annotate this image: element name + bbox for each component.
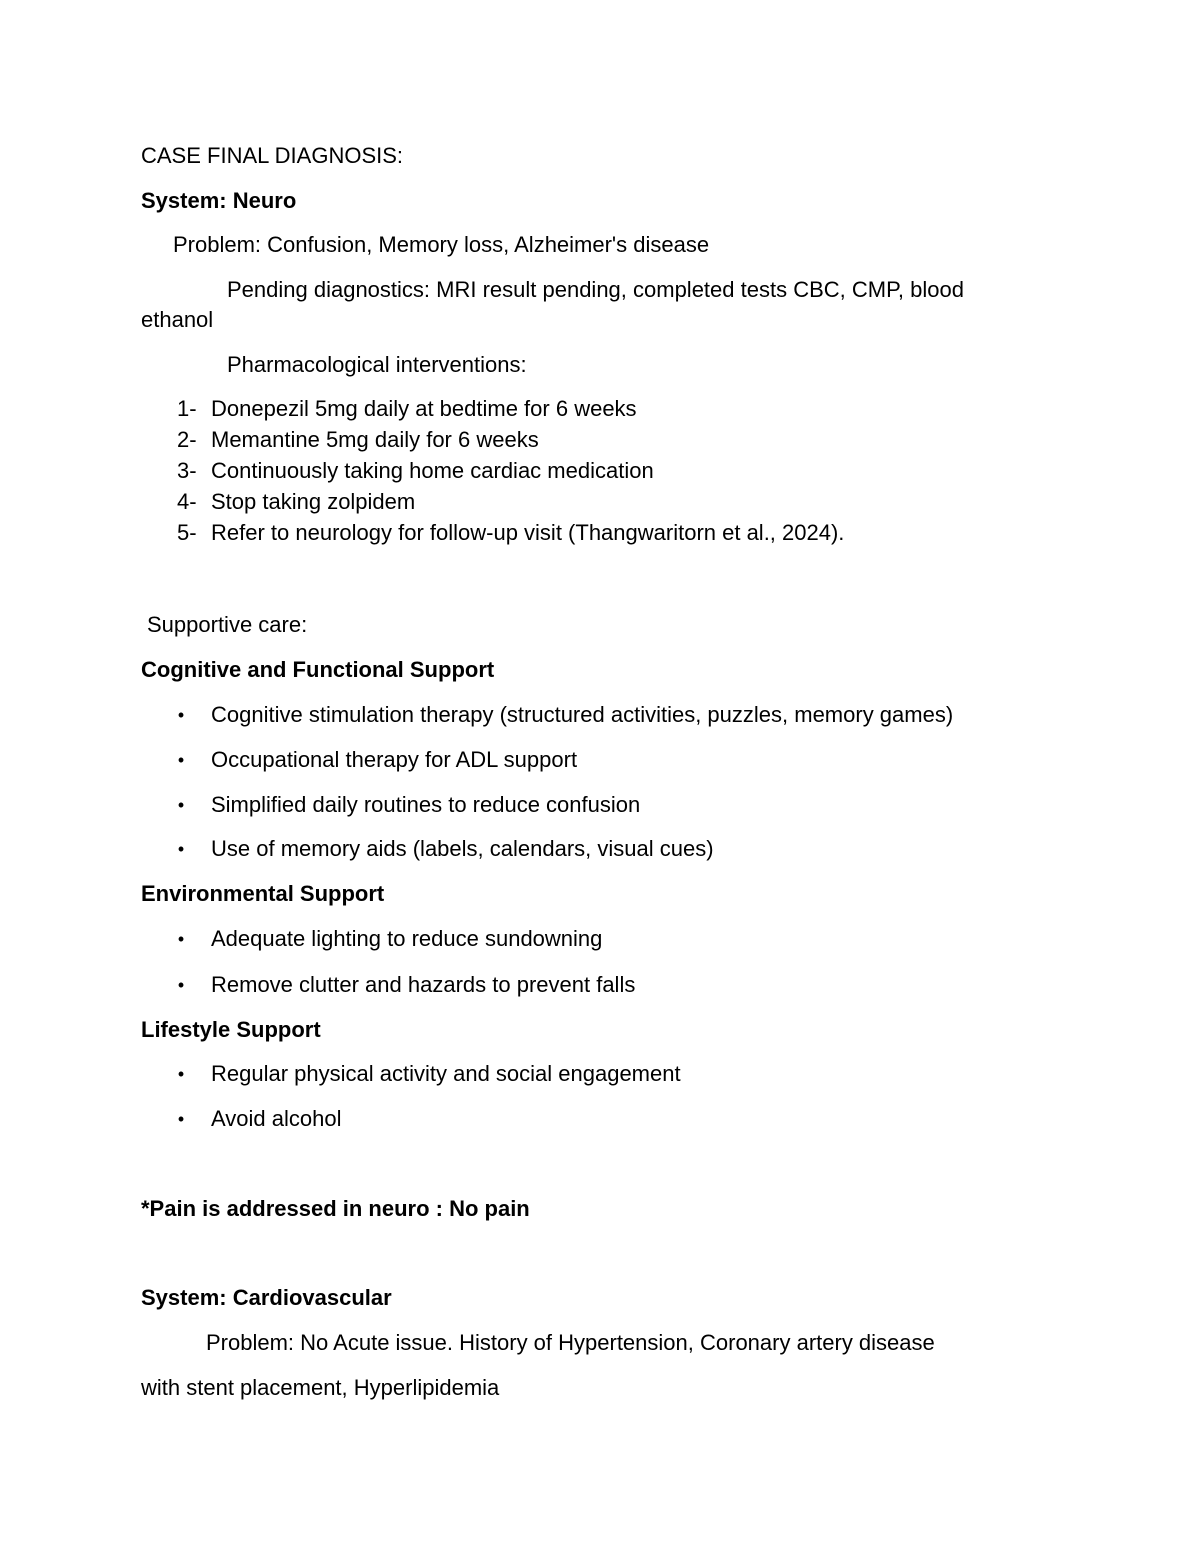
system-cardio-label: System: Cardiovascular <box>141 1285 392 1310</box>
neuro-problem: Problem: Confusion, Memory loss, Alzheimer's disease <box>173 232 710 257</box>
bullet-item-text: Avoid alcohol <box>211 1106 342 1131</box>
bullet-icon: • <box>177 705 185 725</box>
cognitive-support-heading: Cognitive and Functional Support <box>141 657 495 682</box>
bullet-item-text: Occupational therapy for ADL support <box>211 747 578 772</box>
pharm-item-number: 1- <box>177 396 197 421</box>
bullet-item-text: Adequate lighting to reduce sundowning <box>211 926 603 951</box>
bullet-item-text: Simplified daily routines to reduce confusion <box>211 792 641 817</box>
bullet-icon: • <box>177 975 185 995</box>
environmental-support-heading: Environmental Support <box>141 881 385 906</box>
lifestyle-support-heading: Lifestyle Support <box>141 1017 321 1042</box>
system-neuro-label: System: Neuro <box>141 188 297 213</box>
cardio-problem-line2: with stent placement, Hyperlipidemia <box>141 1375 500 1400</box>
bullet-icon: • <box>177 1064 185 1084</box>
bullet-item-text: Cognitive stimulation therapy (structured activities, puzzles, memory games) <box>211 702 954 727</box>
bullet-item-text: Remove clutter and hazards to prevent falls <box>211 972 636 997</box>
bullet-item-text: Regular physical activity and social engagement <box>211 1061 681 1086</box>
pharm-item-text: Continuously taking home cardiac medication <box>211 458 654 483</box>
cardio-problem-line1: Problem: No Acute issue. History of Hypertension, Coronary artery disease <box>206 1330 935 1355</box>
bullet-icon: • <box>177 929 185 949</box>
bullet-icon: • <box>177 1109 185 1129</box>
case-heading: CASE FINAL DIAGNOSIS: <box>141 143 404 168</box>
pharm-item-text: Memantine 5mg daily for 6 weeks <box>211 427 539 452</box>
pharm-item-number: 3- <box>177 458 197 483</box>
pharm-item-number: 5- <box>177 520 197 545</box>
pending-diagnostics-line1: Pending diagnostics: MRI result pending, completed tests CBC, CMP, blood <box>227 277 964 302</box>
pharm-item-number: 4- <box>177 489 197 514</box>
bullet-icon: • <box>177 839 185 859</box>
pharm-heading: Pharmacological interventions: <box>227 352 527 377</box>
pending-diagnostics-line2: ethanol <box>141 307 214 332</box>
bullet-icon: • <box>177 795 185 815</box>
supportive-care-heading: Supportive care: <box>147 612 308 637</box>
bullet-item-text: Use of memory aids (labels, calendars, visual cues) <box>211 836 714 861</box>
pharm-item-text: Donepezil 5mg daily at bedtime for 6 weeks <box>211 396 637 421</box>
pharm-item-number: 2- <box>177 427 197 452</box>
pharm-item-text: Stop taking zolpidem <box>211 489 416 514</box>
pharm-item-text: Refer to neurology for follow-up visit (Thangwaritorn et al., 2024). <box>211 520 845 545</box>
pain-note: *Pain is addressed in neuro : No pain <box>141 1196 530 1221</box>
bullet-icon: • <box>177 750 185 770</box>
